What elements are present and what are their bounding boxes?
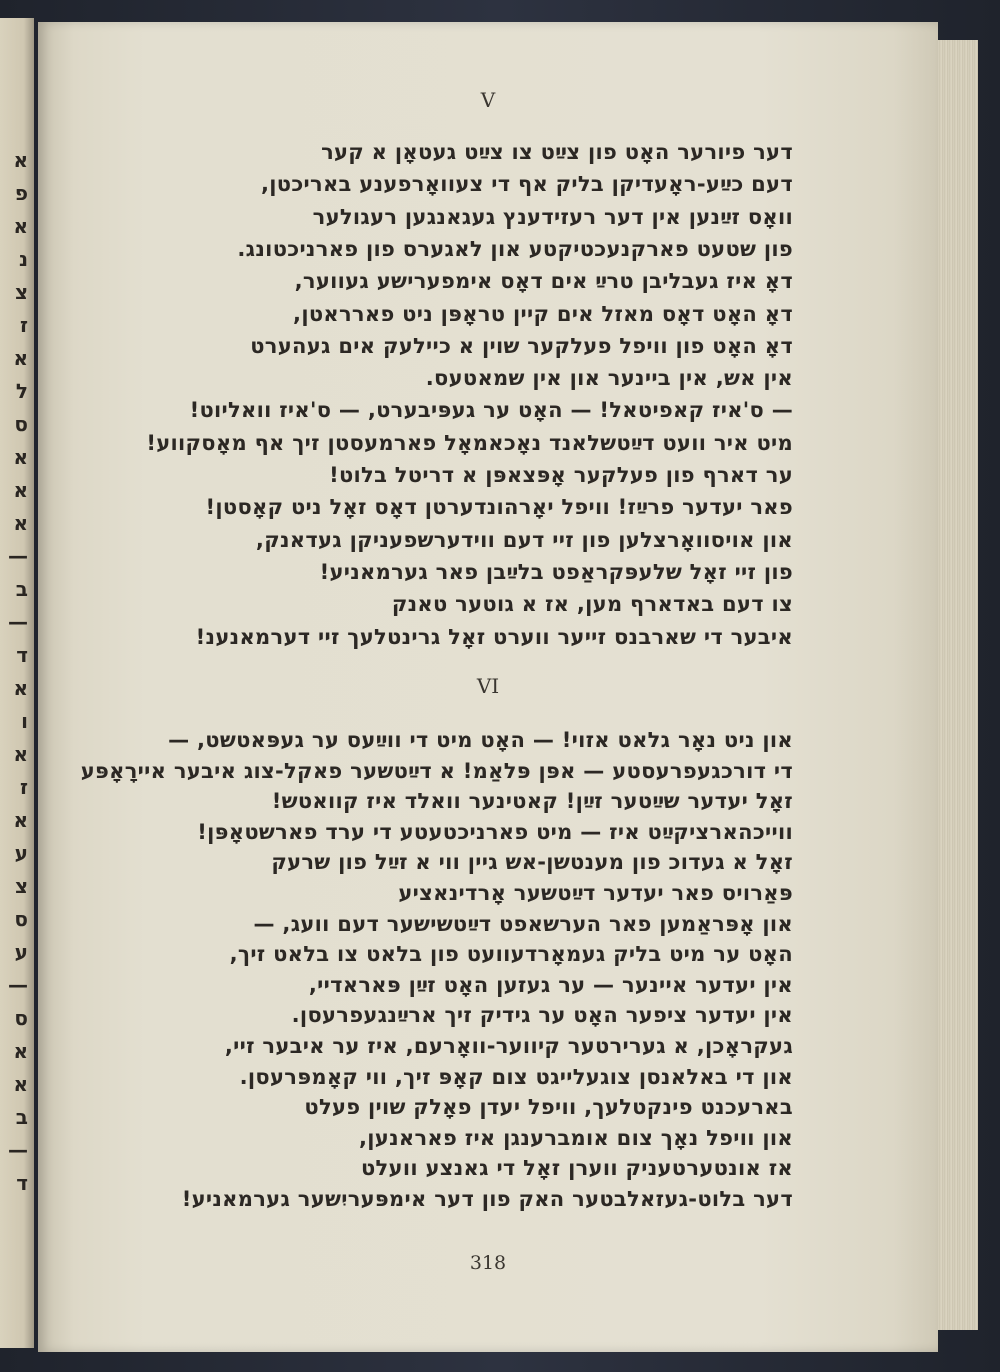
poem-line: און אָפּראַמען פאר הערשאפט דײַטשישער דעם וועג, — — [253, 911, 793, 936]
left-page-fragment: צ — [14, 280, 28, 304]
poem-line: דאָ איז געבליבן טרײַ אים דאָס אימפערישע געווער, — [294, 269, 793, 294]
poem-line: זאָל יעדער שײַטער זײַן! קאטינער וואלד איז קוואטש! — [271, 789, 793, 814]
poem-line: אין אש, אין ביינער און אין שמאטעס. — [425, 366, 793, 391]
poem-line: האָט ער מיט בליק געמאָרדעוועט פון בלאט צו בלאט זיך, — [229, 942, 793, 967]
left-page-fragment: ס — [14, 907, 28, 931]
left-page-fragment: א — [13, 511, 28, 535]
poem-line: געקראָכן, א גערירטער קיווער-וואָרעם, איז ער איבער זיי, — [224, 1034, 793, 1058]
poem-line: בארעכנט פינקטלעך, וויפל יעדן פאָלק שוין פעלט — [304, 1095, 793, 1120]
section-numeral-vi: VI — [476, 674, 500, 698]
left-page-fragment: ז — [19, 775, 28, 799]
left-page-fragment: א — [13, 478, 28, 502]
poem-line: פון שטעט פארקנעכטיקטע און לאגערס פון פארניכטונג. — [237, 236, 793, 261]
left-page-fragment: א — [13, 445, 28, 469]
left-page-fragment: א — [13, 1072, 28, 1096]
left-page-fragment: א — [13, 742, 28, 766]
poem-line: פּאַרויס פאר יעדער דײַטשער אָרדינאציע — [398, 881, 793, 905]
poem-line: — ס'איז קאפיטאל! — האָט ער געפּיבערט, — ס'איז וואליוט! — [189, 398, 793, 423]
poem-line: און אויסוואָרצלען פון זיי דעם ווידערשפעניקן געדאנק, — [255, 527, 793, 552]
poem-line: וואָס זײַנען אין דער רעזידענץ געגאנגען רעגולער — [312, 204, 793, 229]
poem-line: צו דעם באדארף מען, אז א גוטער טאנק — [391, 592, 793, 617]
poem-line: אין יעדער ציפער האָט ער גידיק זיך ארײַנגעפרעסן. — [291, 1003, 793, 1028]
poem-line: און וויפל נאָך צום אומברענגן איז פאראנען, — [359, 1125, 793, 1150]
left-page-fragment: ב — [15, 577, 28, 601]
left-page-fragment: ס — [14, 412, 28, 436]
left-page-fragment: ע — [14, 841, 28, 865]
left-page-fragment: — — [8, 610, 28, 634]
poem-line: פאר יעדער פרײַז! וויפל יאָרהונדערטן דאָס זאָל ניט קאָסטן! — [205, 495, 793, 520]
poem-line: ווייכהארציקײַט איז — מיט פארניכטעטע די ערד פארשטאָפּן! — [197, 819, 793, 844]
poem-line: דאָ האָט פון וויפל פעלקער שוין א כיילעק אים געהערט — [250, 333, 793, 358]
left-page-fragment: ד — [16, 1171, 28, 1195]
poem-line: זאָל א געדוכ פון מענטשן-אש גיין ווי א זײַל פון שרעק — [271, 850, 793, 875]
poem-line: דעם כײַע-ראָעדיקן בליק אף די צעוואָרפענע באריכטן, — [261, 172, 793, 197]
poem-line: אין יעדער איינער — ער געזען האָט זײַן פּאראדיי, — [308, 972, 793, 997]
left-page-fragment: — — [8, 544, 28, 568]
section-numeral-v: V — [480, 88, 496, 112]
page-stack-edges — [938, 40, 978, 1330]
poem-line: דאָ האָט דאָס מאזל אים קיין טראָפּן ניט פארראטן, — [293, 301, 793, 326]
book-page — [38, 22, 938, 1352]
poem-line: דער בלוט-געזאלבטער האק פון דער אימפּעריִשער גערמאניע! — [181, 1187, 793, 1211]
left-page-fragment: א — [13, 148, 28, 172]
poem-line: און די באלאנסן צוגעלייגט צום קאָפּ זיך, ווי קאָמפּרעסן. — [239, 1064, 793, 1089]
left-page-fragment: ז — [19, 313, 28, 337]
left-page-fragment: א — [13, 346, 28, 370]
left-page-fragment: ו — [21, 709, 28, 733]
left-page-fragment: א — [13, 1039, 28, 1063]
poem-line: אז אונטערטעניק ווערן זאָל די גאנצע וועלט — [360, 1156, 793, 1181]
poem-line: די דורכגעפרעסטע — אפּן פּלאַמ! א דײַטשער פאקל-צוג איבער איירָאָפּע — [80, 758, 793, 783]
page-number: 318 — [469, 1252, 507, 1274]
left-page-fragment: צ — [14, 874, 28, 898]
left-page-fragment: א — [13, 214, 28, 238]
left-page-fragment: ב — [15, 1105, 28, 1129]
poem-line: דער פיורער האָט פון צײַט צו צײַט געטאָן א קער — [321, 140, 793, 164]
left-page-fragment: — — [8, 1138, 28, 1162]
poem-line: פון זיי זאָל שלעפּקראַפט בלײַבן פאר גערמאניע! — [319, 559, 793, 584]
left-page-fragment: — — [8, 973, 28, 997]
left-page-fragment: א — [13, 676, 28, 700]
poem-line: און ניט נאָר גלאט אזוי! — האָט מיט די ווײַעס ער געפּאטשט, — — [168, 728, 793, 752]
poem-line: ער דארף פון פעלקער אָפּצאפּן א דריטל בלוט! — [329, 463, 793, 487]
left-page-edge — [0, 18, 34, 1348]
poem-line: מיט איר וועט דײַטשלאנד נאָכאמאָל פארמעסטן זיך אף מאָסקווע! — [146, 430, 793, 455]
left-page-fragment: פ — [14, 181, 28, 205]
left-page-fragment: ס — [14, 1006, 28, 1030]
left-page-fragment: נ — [18, 247, 28, 271]
left-page-fragment: א — [13, 808, 28, 832]
poem-line: איבער די שארבנס זייער ווערט זאָל גרינטלעך זיי דערמאנענ! — [195, 624, 793, 649]
left-page-fragment: ד — [16, 643, 28, 667]
left-page-fragment: ל — [15, 379, 28, 403]
left-page-fragment: ע — [14, 940, 28, 964]
